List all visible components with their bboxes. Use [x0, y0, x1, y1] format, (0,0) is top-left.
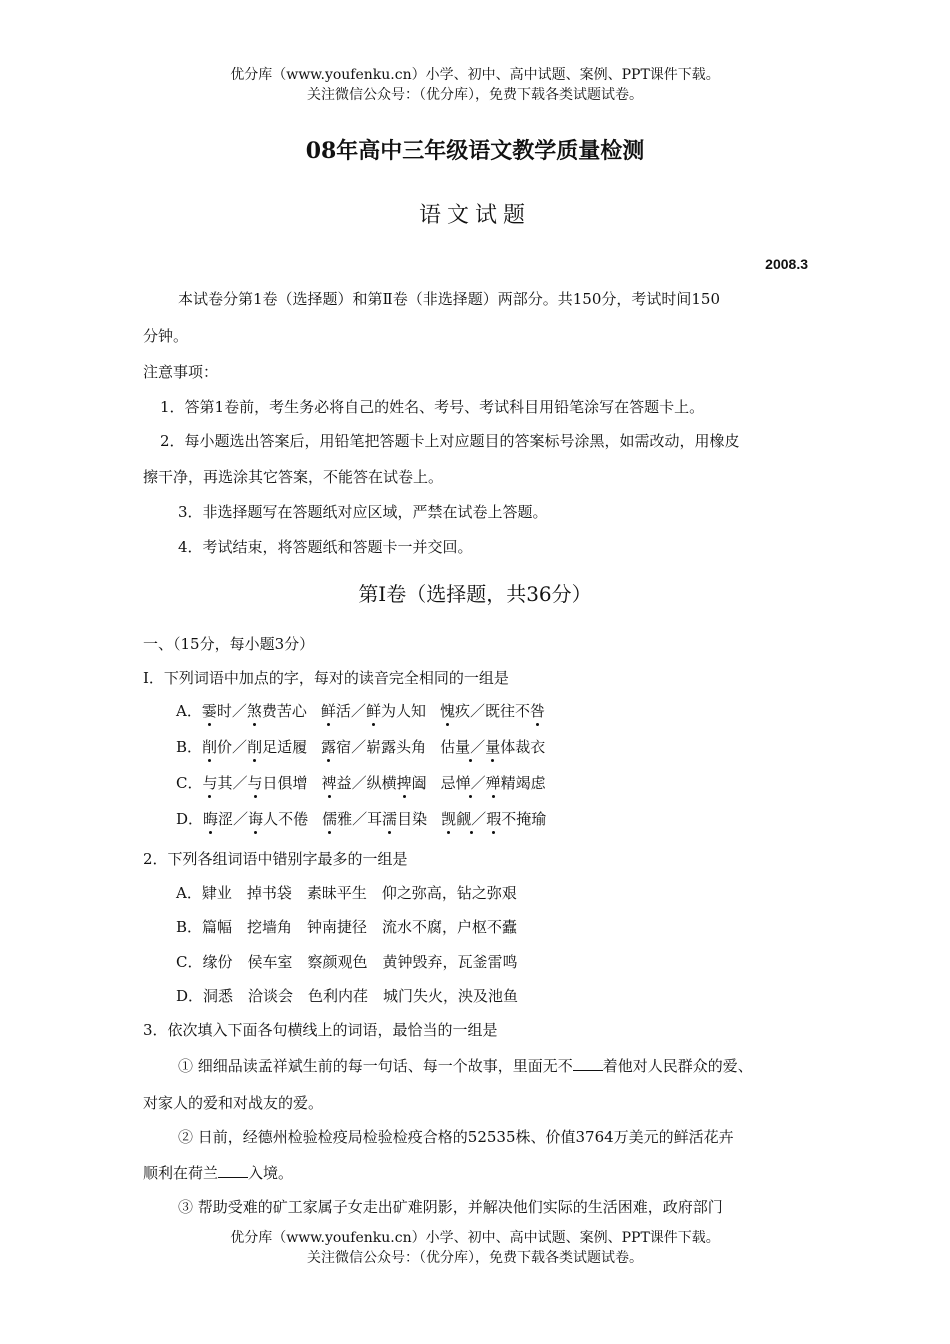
- sentence-text: ① 细细品读孟祥斌生前的每一句话、每一个故事，里面无不: [178, 1057, 573, 1075]
- question-3-sentence-1: [178, 1055, 753, 1076]
- word-text: 人不倦: [263, 810, 309, 828]
- dotted-char: 量／: [455, 738, 486, 756]
- dotted-char: 瑕: [486, 810, 502, 828]
- sentence-text: 顺利在荷兰: [143, 1164, 219, 1182]
- question-2-option-d: D．洞悉 洽谈会 色利内荏 城门失火，泱及池鱼: [176, 987, 519, 1005]
- dotted-char: 诲: [248, 810, 264, 828]
- word-text: 阖: [411, 774, 427, 792]
- dotted-char: 霎: [201, 702, 217, 720]
- option-label: B．: [176, 738, 203, 756]
- note-4: 4．考试结束，将答题纸和答题卡一并交回。: [178, 538, 473, 556]
- question-2-stem: 2．下列各组词语中错别字最多的一组是: [143, 850, 408, 868]
- header-line-2: 关注微信公众号：（优分库），免费下载各类试题试卷。: [307, 87, 643, 103]
- question-3-sentence-3: ③ 帮助受难的矿工家属子女走出矿难阴影，并解决他们实际的生活困难，政府部门: [178, 1198, 723, 1216]
- footer-line-2: 关注微信公众号：（优分库），免费下载各类试题试卷。: [307, 1250, 643, 1266]
- part-heading: 一、（15分，每小题3分）: [143, 635, 315, 653]
- intro-line-2: 分钟。: [143, 327, 189, 345]
- word-text: 为人知: [380, 702, 426, 720]
- intro-line-1: 本试卷分第1卷（选择题）和第Ⅱ卷（非选择题）两部分。共150分，考试时间150: [178, 290, 721, 308]
- dotted-char: 与: [202, 774, 218, 792]
- dotted-char: 咎: [530, 702, 546, 720]
- dotted-char: 愧: [439, 702, 455, 720]
- question-3-sentence-2-cont: [143, 1162, 293, 1183]
- fill-blank: [573, 1056, 603, 1071]
- question-2-option-c: C．缘份 侯车室 察颜观色 黄钟毁弃，瓦釜雷鸣: [176, 953, 518, 971]
- footer-line-1: 优分库（www.youfenku.cn）小学、初中、高中试题、案例、PPT课件下载。: [230, 1230, 720, 1246]
- note-2-line-2: 擦干净，再选涂其它答案，不能答在试卷上。: [143, 468, 444, 486]
- fill-blank: [218, 1163, 248, 1178]
- option-label: C．: [176, 774, 203, 792]
- dotted-char: 儒: [322, 810, 338, 828]
- word-text: 不掩瑜: [501, 810, 547, 828]
- question-2-option-a: A．肄业 掉书袋 素昧平生 仰之弥高，钻之弥艰: [176, 884, 517, 902]
- word-text: 日俱增: [262, 774, 308, 792]
- question-1-option-d: [176, 808, 560, 829]
- dotted-char: 量: [485, 738, 501, 756]
- word-text: 时／: [216, 702, 247, 720]
- dotted-char: 鲜: [365, 702, 381, 720]
- question-1-option-b: [176, 736, 559, 757]
- word-text: 体裁衣: [500, 738, 546, 756]
- word-text: 雅／耳: [337, 810, 383, 828]
- dotted-char: 惮／: [455, 774, 486, 792]
- word-text: 忌: [440, 774, 456, 792]
- question-1-option-c: [176, 772, 560, 793]
- note-2-line-1: 2．每小题选出答案后，用铅笔把答题卡上对应题目的答案标号涂黑，如需改动，用橡皮: [160, 432, 740, 450]
- option-label: D．: [176, 810, 204, 828]
- word-text: 崭: [366, 738, 382, 756]
- question-1-stem: I．下列词语中加点的字，每对的读音完全相同的一组是: [143, 669, 509, 687]
- dotted-char: 觊: [441, 810, 457, 828]
- page-title: 08年高中三年级语文教学质量检测: [305, 138, 645, 164]
- dotted-char: 裨: [321, 774, 337, 792]
- dotted-char: 露: [321, 738, 337, 756]
- sentence-text: 入境。: [248, 1164, 294, 1182]
- question-3-stem: 3．依次填入下面各句横线上的词语，最恰当的一组是: [143, 1021, 498, 1039]
- word-text: 涩／: [218, 810, 249, 828]
- dotted-char: 与: [247, 774, 263, 792]
- word-text: 足适履: [262, 738, 308, 756]
- option-label: A．: [176, 702, 202, 720]
- dotted-char: 鲜: [320, 702, 336, 720]
- word-text: 费苦心: [261, 702, 307, 720]
- word-text: 益／纵横: [336, 774, 397, 792]
- dotted-char: 殚: [485, 774, 501, 792]
- word-text: 其／: [217, 774, 248, 792]
- word-text: 精竭虑: [500, 774, 546, 792]
- dotted-char: 晦: [203, 810, 219, 828]
- notes-heading: 注意事项：: [143, 363, 219, 381]
- question-3-sentence-1-cont: 对家人的爱和对战友的爱。: [143, 1094, 324, 1112]
- question-1-option-a: [176, 700, 559, 721]
- word-text: 疚／既往不: [454, 702, 530, 720]
- word-text: 估: [440, 738, 456, 756]
- word-text: 宿／: [336, 738, 367, 756]
- page-subtitle: 语文试题: [418, 203, 531, 228]
- exam-date: 2008.3: [765, 256, 808, 272]
- word-text: 价／: [217, 738, 248, 756]
- sentence-text: 着他对人民群众的爱、: [602, 1057, 753, 1075]
- note-1: 1．答第1卷前，考生务必将自己的姓名、考号、考试科目用铅笔涂写在答题卡上。: [160, 398, 705, 416]
- word-text: 活／: [335, 702, 366, 720]
- header-line-1: 优分库（www.youfenku.cn）小学、初中、高中试题、案例、PPT课件下载。: [230, 67, 720, 83]
- dotted-char: 捭: [396, 774, 412, 792]
- question-2-option-b: B．篇幅 挖墙角 钟南捷径 流水不腐，户枢不蠹: [176, 918, 518, 936]
- dotted-char: 觎／: [456, 810, 487, 828]
- section-heading: 第Ⅰ卷（选择题，共36分）: [358, 582, 592, 606]
- dotted-char: 濡: [382, 810, 398, 828]
- question-3-sentence-2: ② 日前，经德州检验检疫局检验检疫合格的52535株、价值3764万美元的鲜活花卉: [178, 1128, 734, 1146]
- dotted-char: 削: [247, 738, 263, 756]
- word-text: 露头角: [381, 738, 427, 756]
- note-3: 3．非选择题写在答题纸对应区域，严禁在试卷上答题。: [178, 503, 548, 521]
- dotted-char: 削: [202, 738, 218, 756]
- word-text: 目染: [397, 810, 428, 828]
- dotted-char: 煞: [246, 702, 262, 720]
